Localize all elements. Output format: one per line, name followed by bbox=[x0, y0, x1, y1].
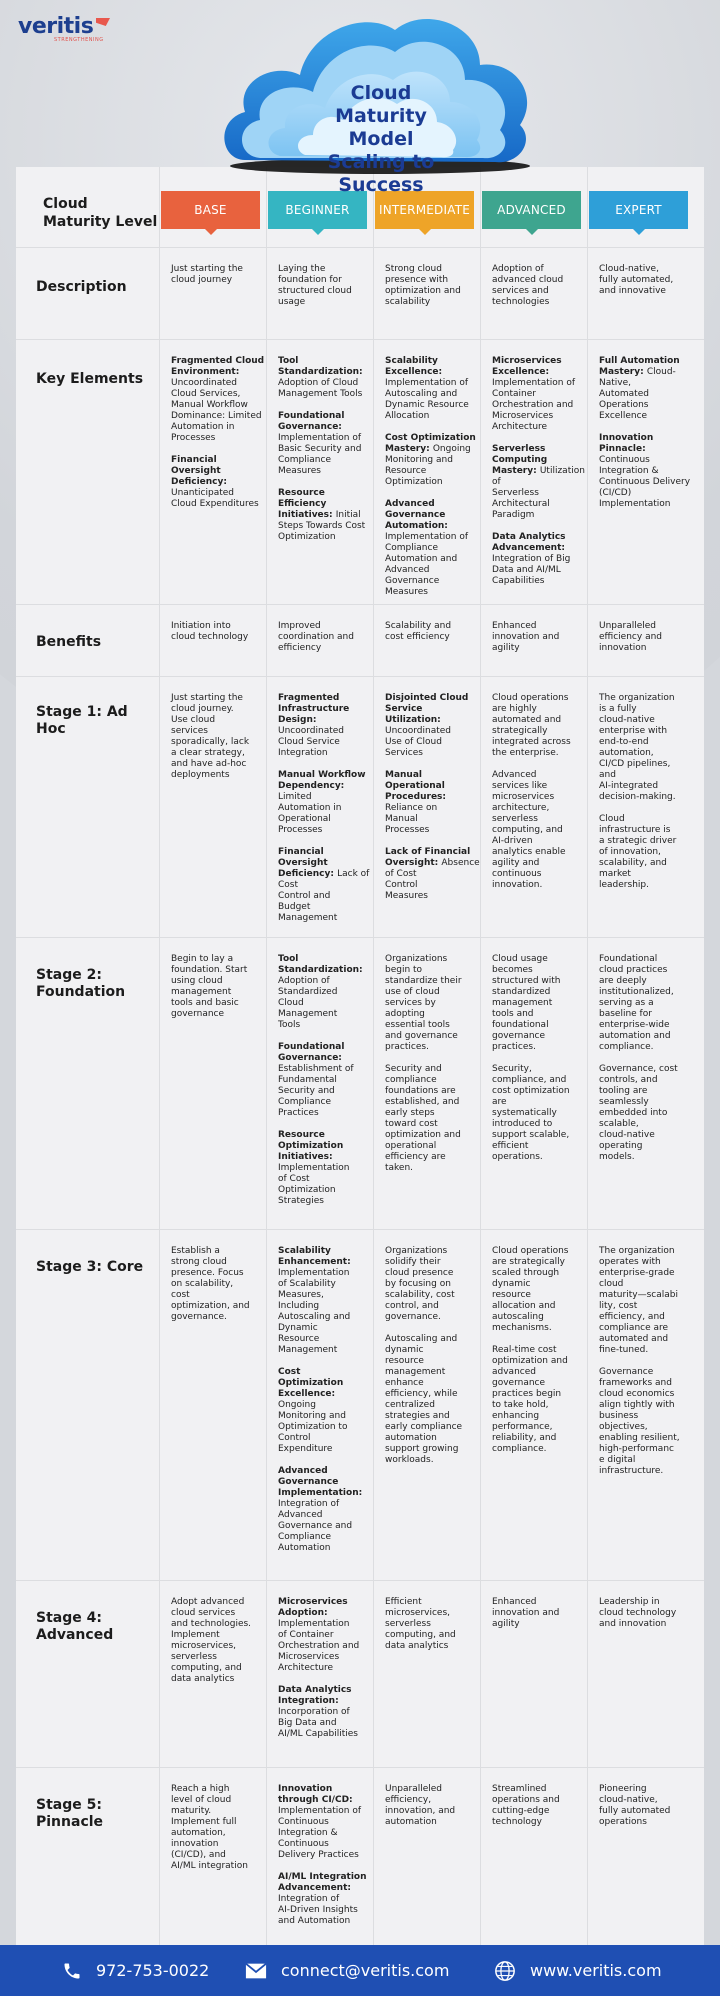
cell-paragraph bbox=[599, 356, 695, 422]
level-badge-beginner: BEGINNER bbox=[268, 191, 367, 229]
table-cell bbox=[492, 693, 588, 891]
cell-paragraph bbox=[278, 1367, 374, 1455]
cell-heading: Innovation through CI/CD: bbox=[278, 1784, 353, 1805]
table-cell bbox=[599, 621, 695, 654]
table-cell bbox=[385, 1784, 481, 1828]
table-cell bbox=[492, 954, 588, 1163]
cell-text: Security and compliance foundations are established, and early steps toward cost optimization and operational efficiency are taken. bbox=[385, 1064, 461, 1173]
row-label: Stage 5: Pinnacle bbox=[36, 1797, 104, 1830]
cell-text: Autoscaling and dynamic resource management enhance efficiency, while centralized strategies and early compliance automation support growing workloads. bbox=[385, 1334, 463, 1465]
cell-text: Just starting the cloud journey bbox=[171, 264, 243, 285]
cell-paragraph bbox=[171, 621, 267, 643]
cell-paragraph bbox=[492, 954, 588, 1053]
row-divider bbox=[16, 339, 704, 340]
cell-paragraph bbox=[492, 532, 588, 587]
cell-heading: Microservices Adoption: bbox=[278, 1597, 348, 1618]
cell-text: The organization is a fully cloud-native enterprise with end-to-end automation, CI/CD pipelines, and AI-integrated decision-making. bbox=[599, 693, 676, 802]
cell-text: Cloud operations are strategically scaled through dynamic resource allocation and autoscaling mechanisms. bbox=[492, 1246, 569, 1333]
cell-text: Foundational cloud practices are deeply institutionalized, serving as a baseline for enterprise-wide automation and compliance. bbox=[599, 954, 674, 1052]
cell-heading: Disjointed Cloud Service Utilization: bbox=[385, 693, 469, 725]
cell-text: Adoption of Cloud Management Tools bbox=[278, 378, 363, 399]
level-badge-intermediate: INTERMEDIATE bbox=[375, 191, 474, 229]
cell-paragraph bbox=[385, 499, 481, 598]
cell-paragraph bbox=[385, 770, 481, 836]
cell-text: Improved coordination and efficiency bbox=[278, 621, 354, 653]
cell-text: Reach a high level of cloud maturity. Implement full automation, innovation (CI/CD), and AI/ML integration bbox=[171, 1784, 248, 1871]
row-label: Key Elements bbox=[36, 371, 144, 387]
table-cell bbox=[599, 264, 695, 297]
hero-title-line-3: Scaling to Success bbox=[327, 151, 435, 196]
maturity-table bbox=[16, 167, 704, 1945]
row-divider bbox=[16, 604, 704, 605]
cell-paragraph bbox=[171, 455, 267, 510]
cell-text: Implementation of Basic Security and Compliance Measures bbox=[278, 433, 362, 476]
cell-paragraph bbox=[171, 1597, 267, 1685]
cell-text: Continuous Integration & Continuous Delivery (CI/CD) Implementation bbox=[599, 455, 691, 509]
cell-heading: Tool Standardization: bbox=[278, 356, 363, 377]
cell-text: Integration of Big Data and AI/ML Capabilities bbox=[492, 554, 571, 586]
cell-paragraph bbox=[171, 356, 267, 444]
hero-title bbox=[303, 82, 459, 197]
table-cell bbox=[385, 954, 481, 1174]
cell-heading: Financial Oversight Deficiency: bbox=[171, 455, 227, 487]
table-cell bbox=[278, 1246, 374, 1554]
cell-text: Cloud operations are highly automated and strategically integrated across the enterprise. bbox=[492, 693, 571, 758]
cell-paragraph bbox=[492, 356, 588, 433]
footer-email[interactable] bbox=[245, 1945, 449, 1996]
table-cell bbox=[385, 693, 481, 902]
cell-text: The organization operates with enterprise-grade cloud maturity—scalabi lity, cost efficiency, and compliance are automated and fine-tuned. bbox=[599, 1246, 678, 1355]
cell-paragraph bbox=[492, 444, 588, 521]
table-cell bbox=[599, 1246, 695, 1477]
table-cell bbox=[385, 1597, 481, 1652]
cell-paragraph bbox=[385, 264, 481, 308]
cell-heading: Resource Efficiency Initiatives: bbox=[278, 488, 333, 520]
cell-paragraph bbox=[278, 847, 374, 924]
cell-text: Uncoordinated Cloud Services, Manual Workflow Dominance: Limited Automation in Processes bbox=[171, 378, 262, 443]
cell-paragraph bbox=[278, 693, 374, 759]
cell-text: Adoption of Standardized Cloud Management Tools bbox=[278, 976, 338, 1030]
cell-paragraph bbox=[278, 1872, 374, 1927]
table-cell bbox=[599, 1784, 695, 1828]
table-cell bbox=[278, 1597, 374, 1740]
cell-paragraph bbox=[492, 693, 588, 759]
cell-paragraph bbox=[278, 356, 374, 400]
cell-paragraph bbox=[599, 693, 695, 803]
cell-paragraph bbox=[599, 1064, 695, 1163]
cell-paragraph bbox=[385, 1597, 481, 1652]
cell-heading: Advanced Governance Automation: bbox=[385, 499, 448, 531]
cell-heading: Resource Optimization Initiatives: bbox=[278, 1130, 344, 1162]
row-divider bbox=[16, 937, 704, 938]
cell-paragraph bbox=[278, 1597, 374, 1674]
cell-heading: Manual Operational Procedures: bbox=[385, 770, 447, 802]
cell-paragraph bbox=[492, 621, 588, 654]
level-badge-expert: EXPERT bbox=[589, 191, 688, 229]
cell-paragraph bbox=[385, 1334, 481, 1466]
cell-text: Begin to lay a foundation. Start using cloud management tools and basic governance bbox=[171, 954, 248, 1019]
cell-text: Laying the foundation for structured cloud usage bbox=[278, 264, 352, 307]
cell-text: Organizations solidify their cloud presence by focusing on scalability, cost control, and governance. bbox=[385, 1246, 455, 1322]
cell-paragraph bbox=[492, 770, 588, 891]
cell-heading: Financial Oversight Deficiency: bbox=[278, 847, 334, 879]
cell-paragraph bbox=[278, 1685, 374, 1740]
cell-text: Real-time cost optimization and advanced governance practices begin to take hold, enhancing performance, reliability, and compliance. bbox=[492, 1345, 568, 1454]
cell-paragraph bbox=[278, 1466, 374, 1554]
cell-paragraph bbox=[599, 621, 695, 654]
table-cell bbox=[599, 693, 695, 891]
column-divider bbox=[159, 167, 160, 1945]
level-badge-base: BASE bbox=[161, 191, 260, 229]
cell-paragraph bbox=[278, 954, 374, 1031]
row-label: Stage 2: Foundation bbox=[36, 967, 126, 1000]
cell-heading: Foundational Governance: bbox=[278, 411, 345, 432]
cell-paragraph bbox=[385, 1246, 481, 1323]
table-cell bbox=[492, 621, 588, 654]
cell-text: Pioneering cloud-native, fully automated operations bbox=[599, 1784, 671, 1827]
hero-title-line-1: Cloud bbox=[350, 82, 412, 104]
cell-text: Incorporation of Big Data and AI/ML Capabilities bbox=[278, 1707, 358, 1739]
cell-paragraph bbox=[599, 1246, 695, 1356]
cell-heading: Microservices Excellence: bbox=[492, 356, 562, 377]
cell-heading: Scalability Enhancement: bbox=[278, 1246, 351, 1267]
cell-text: Implementation of Continuous Integration & Continuous Delivery Practices bbox=[278, 1806, 361, 1860]
cell-text: Uncoordinated Use of Cloud Services bbox=[385, 726, 452, 758]
cell-paragraph bbox=[278, 621, 374, 654]
cell-text: Integration of AI-Driven Insights and Automation bbox=[278, 1894, 358, 1926]
cell-paragraph bbox=[278, 488, 374, 543]
table-cell bbox=[171, 264, 267, 286]
table-cell bbox=[278, 1784, 374, 1927]
cell-text: Establish a strong cloud presence. Focus on scalability, cost optimization, and governance. bbox=[171, 1246, 250, 1322]
cell-heading: Lack of Financial Oversight: bbox=[385, 847, 471, 868]
cell-text: Implementation of Compliance Automation and Advanced Governance Measures bbox=[385, 532, 468, 597]
table-cell bbox=[171, 621, 267, 643]
cell-heading: Data Analytics Integration: bbox=[278, 1685, 352, 1706]
cell-paragraph bbox=[278, 264, 374, 308]
phone-number: 972-753-0022 bbox=[96, 1961, 210, 1980]
table-cell bbox=[385, 621, 481, 643]
cell-text: Unparalleled efficiency and innovation bbox=[599, 621, 662, 653]
cell-heading: Data Analytics Advancement: bbox=[492, 532, 566, 553]
cell-text: Cloud usage becomes structured with standardized management tools and foundational governance practices. bbox=[492, 954, 561, 1052]
table-cell bbox=[278, 621, 374, 654]
cell-text: Adopt advanced cloud services and technologies. Implement microservices, serverless computing, and data analytics bbox=[171, 1597, 252, 1684]
cell-text: Streamlined operations and cutting-edge technology bbox=[492, 1784, 560, 1827]
table-cell bbox=[599, 356, 695, 510]
cell-heading: Manual Workflow Dependency: bbox=[278, 770, 366, 791]
cell-heading: Scalability Excellence: bbox=[385, 356, 443, 377]
cell-heading: Fragmented Cloud Environment: bbox=[171, 356, 265, 377]
cell-text: Governance frameworks and cloud economics align tightly with business objectives, enabling resilient, high-performanc e digital infrastructure. bbox=[599, 1367, 680, 1476]
cell-text: Implementation of Cost Optimization Strategies bbox=[278, 1163, 350, 1206]
footer-website[interactable] bbox=[494, 1945, 662, 1996]
row-divider bbox=[16, 247, 704, 248]
mail-icon bbox=[245, 1962, 267, 1980]
table-cell bbox=[171, 1784, 267, 1872]
cell-text: Cloud-Native, Automated Operations Excellence bbox=[599, 367, 676, 421]
table-cell bbox=[385, 356, 481, 598]
level-badge-advanced: ADVANCED bbox=[482, 191, 581, 229]
row-label: Benefits bbox=[36, 634, 102, 650]
table-cell bbox=[492, 1246, 588, 1455]
cell-paragraph bbox=[599, 1784, 695, 1828]
cell-text: Enhanced innovation and agility bbox=[492, 1597, 560, 1629]
cell-paragraph bbox=[385, 621, 481, 643]
globe-icon bbox=[494, 1960, 516, 1982]
cell-paragraph bbox=[599, 814, 695, 891]
cell-text: Establishment of Fundamental Security and Compliance Practices bbox=[278, 1064, 354, 1118]
email-address: connect@veritis.com bbox=[281, 1961, 450, 1980]
cell-heading: Tool Standardization: bbox=[278, 954, 363, 975]
cell-text: Unanticipated Cloud Expenditures bbox=[171, 488, 259, 509]
cell-paragraph bbox=[278, 411, 374, 477]
cell-paragraph bbox=[492, 1597, 588, 1630]
cell-paragraph bbox=[385, 356, 481, 422]
cell-text: Adoption of advanced cloud services and technologies bbox=[492, 264, 564, 307]
phone-icon bbox=[62, 1961, 82, 1981]
cell-paragraph bbox=[278, 1042, 374, 1119]
cell-text: Strong cloud presence with optimization and scalability bbox=[385, 264, 461, 307]
cell-paragraph bbox=[492, 1246, 588, 1334]
table-cell bbox=[278, 954, 374, 1207]
cell-paragraph bbox=[492, 1064, 588, 1163]
table-cell bbox=[171, 693, 267, 781]
cell-paragraph bbox=[385, 954, 481, 1053]
website-url: www.veritis.com bbox=[530, 1961, 662, 1980]
table-cell bbox=[171, 954, 267, 1020]
cell-paragraph bbox=[599, 954, 695, 1053]
cell-text: Lack of Cost Control and Budget Management bbox=[278, 869, 370, 923]
cell-paragraph bbox=[171, 1784, 267, 1872]
cell-text: Absence of Cost Control Measures bbox=[385, 858, 480, 901]
cell-paragraph bbox=[492, 264, 588, 308]
row-divider bbox=[16, 676, 704, 677]
hero-title-line-2: Maturity Model bbox=[335, 105, 427, 150]
cell-text: Reliance on Manual Processes bbox=[385, 803, 438, 835]
row-label: Stage 1: Ad Hoc bbox=[36, 704, 128, 737]
table-cell bbox=[492, 1597, 588, 1630]
cell-heading: Innovation Pinnacle: bbox=[599, 433, 654, 454]
corner-title: Cloud Maturity Level bbox=[43, 196, 158, 230]
cell-paragraph bbox=[599, 264, 695, 297]
table-cell bbox=[385, 1246, 481, 1466]
cell-paragraph bbox=[385, 1784, 481, 1828]
brand-tagline: STRENGTHENING bbox=[54, 37, 104, 43]
cell-text: Ongoing Monitoring and Optimization to Control Expenditure bbox=[278, 1400, 348, 1454]
table-cell bbox=[278, 264, 374, 308]
cell-paragraph bbox=[599, 1367, 695, 1477]
table-cell bbox=[278, 693, 374, 924]
table-cell bbox=[385, 264, 481, 308]
cell-heading: Cost Optimization Mastery: bbox=[385, 433, 476, 454]
footer-bar bbox=[0, 1945, 720, 1996]
cell-paragraph bbox=[278, 1130, 374, 1207]
footer-phone[interactable] bbox=[62, 1945, 209, 1996]
table-cell bbox=[599, 1597, 695, 1630]
cell-paragraph bbox=[385, 693, 481, 759]
cell-text: Leadership in cloud technology and innovation bbox=[599, 1597, 677, 1629]
row-label: Description bbox=[36, 279, 127, 295]
cell-text: Initiation into cloud technology bbox=[171, 621, 249, 642]
table-cell bbox=[599, 954, 695, 1163]
cell-paragraph bbox=[278, 1784, 374, 1861]
cell-heading: Serverless Computing Mastery: bbox=[492, 444, 548, 476]
cell-text: Initial Steps Towards Cost Optimization bbox=[278, 510, 366, 542]
row-label: Stage 3: Core bbox=[36, 1259, 144, 1275]
cell-paragraph bbox=[599, 1597, 695, 1630]
cell-paragraph bbox=[385, 847, 481, 902]
cell-heading: Advanced Governance Implementation: bbox=[278, 1466, 363, 1498]
cell-text: Scalability and cost efficiency bbox=[385, 621, 452, 642]
cell-text: Governance, cost controls, and tooling are seamlessly embedded into scalable, cloud-native operating models. bbox=[599, 1064, 678, 1162]
cell-text: Organizations begin to standardize their use of cloud services by adopting essential tools and governance practices. bbox=[385, 954, 462, 1052]
cell-paragraph bbox=[492, 1345, 588, 1455]
table-cell bbox=[492, 356, 588, 587]
cell-paragraph bbox=[171, 264, 267, 286]
cell-text: Cloud infrastructure is a strategic driver of innovation, scalability, and market leadership. bbox=[599, 814, 677, 890]
cell-text: Enhanced innovation and agility bbox=[492, 621, 560, 653]
cell-paragraph bbox=[385, 433, 481, 488]
table-cell bbox=[492, 1784, 588, 1828]
table-cell bbox=[171, 1246, 267, 1323]
cell-text: Limited Automation in Operational Processes bbox=[278, 792, 342, 835]
cell-paragraph bbox=[171, 1246, 267, 1323]
cell-text: Implementation of Autoscaling and Dynamic Resource Allocation bbox=[385, 378, 469, 421]
cell-heading: Fragmented Infrastructure Design: bbox=[278, 693, 350, 725]
cell-text: Integration of Advanced Governance and Compliance Automation bbox=[278, 1499, 353, 1553]
cell-heading: Foundational Governance: bbox=[278, 1042, 345, 1063]
table-cell bbox=[171, 1597, 267, 1685]
cell-text: Just starting the cloud journey. Use cloud services sporadically, lack a clear strategy, and have ad-hoc deployments bbox=[171, 693, 250, 780]
cell-text: Cloud-native, fully automated, and innovative bbox=[599, 264, 674, 296]
cell-text: Advanced services like microservices architecture, serverless computing, and AI-driven analytics enable agility and continuous innovation. bbox=[492, 770, 566, 890]
cell-heading: Cost Optimization Excellence: bbox=[278, 1367, 344, 1399]
cell-paragraph bbox=[385, 1064, 481, 1174]
cell-text: Security, compliance, and cost optimization are systematically introduced to support scalable, efficient operations. bbox=[492, 1064, 570, 1162]
cell-heading: Full Automation Mastery: bbox=[599, 356, 680, 377]
cell-paragraph bbox=[171, 954, 267, 1020]
cell-text: Utilization of Serverless Architectural Paradigm bbox=[492, 466, 585, 520]
row-divider bbox=[16, 1767, 704, 1768]
cell-text: Implementation of Container Orchestration and Microservices Architecture bbox=[492, 378, 575, 432]
cell-text: Uncoordinated Cloud Service Integration bbox=[278, 726, 345, 758]
brand-name: veritis bbox=[18, 14, 94, 39]
cell-text: Efficient microservices, serverless computing, and data analytics bbox=[385, 1597, 456, 1651]
row-label: Stage 4: Advanced bbox=[36, 1610, 114, 1643]
row-divider bbox=[16, 1580, 704, 1581]
cell-paragraph bbox=[171, 693, 267, 781]
table-cell bbox=[278, 356, 374, 543]
cell-text: Implementation of Scalability Measures, Including Autoscaling and Dynamic Resource Management bbox=[278, 1268, 351, 1355]
cell-text: Ongoing Monitoring and Resource Optimization bbox=[385, 444, 471, 487]
hero-cloud bbox=[215, 0, 545, 196]
cell-paragraph bbox=[278, 1246, 374, 1356]
cell-text: Implementation of Container Orchestration and Microservices Architecture bbox=[278, 1619, 360, 1673]
cell-text: Unparalleled efficiency, innovation, and automation bbox=[385, 1784, 456, 1827]
table-cell bbox=[171, 356, 267, 510]
cell-paragraph bbox=[278, 770, 374, 836]
brand-logo[interactable] bbox=[18, 14, 104, 43]
table-cell bbox=[492, 264, 588, 308]
row-divider bbox=[16, 1229, 704, 1230]
cell-paragraph bbox=[599, 433, 695, 510]
cell-heading: AI/ML Integration Advancement: bbox=[278, 1872, 367, 1893]
cell-paragraph bbox=[492, 1784, 588, 1828]
